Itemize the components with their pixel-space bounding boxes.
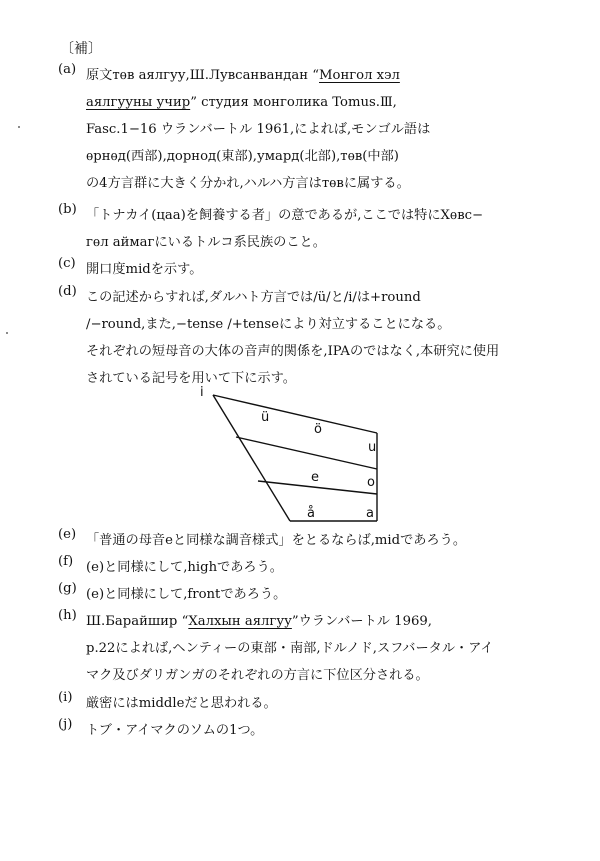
note-text: 開口度midを示す。	[86, 262, 203, 277]
vowel-label-i: i	[200, 385, 204, 400]
note-text: Ш.Барайшир “	[86, 614, 189, 629]
note-j	[58, 717, 593, 744]
note-e	[58, 527, 593, 554]
note-marker: (e)	[58, 527, 77, 542]
note-text: ”ウランバートル 1969,	[291, 614, 432, 629]
underlined-title: аялгууны учир	[86, 95, 191, 110]
vowel-label-a-ring: å	[307, 506, 315, 521]
vowel-label-o-umlaut: ö	[314, 422, 322, 437]
note-text: 「トナカイ(цаа)を飼養する者」の意であるが,ここでは特にХѳвс−	[86, 208, 484, 223]
note-h	[58, 608, 593, 689]
diagram-top-line	[213, 395, 377, 433]
note-marker: (i)	[58, 690, 73, 705]
note-text: の4方言群に大きく分かれ,ハルハ方言はтѳвに属する。	[86, 176, 410, 191]
underlined-title: Монгол хэл	[319, 68, 400, 83]
vowel-label-u-umlaut: ü	[261, 410, 270, 425]
note-marker: (g)	[58, 581, 77, 596]
note-marker: (c)	[58, 256, 76, 271]
underlined-title: Халхын аялгуу	[188, 614, 292, 629]
note-marker: (d)	[58, 284, 77, 299]
note-a	[58, 62, 593, 197]
note-marker: (b)	[58, 202, 77, 217]
note-text: トブ・アイマクのソムの1つ。	[86, 723, 264, 738]
note-text: ” студия монголика Tomus.Ⅲ,	[190, 95, 397, 110]
note-text: マク及びダリガンガのそれぞれの方言に下位区分される。	[86, 668, 429, 683]
note-marker: (j)	[58, 717, 73, 732]
note-d	[58, 284, 593, 392]
note-f	[58, 554, 593, 581]
note-text: гѳл аймагにいるトルコ系民族のこと。	[86, 235, 326, 250]
note-text: Fasc.1−16 ウランバートル 1961,によれば,モンゴル語は	[86, 122, 431, 137]
diagram-divider-high	[236, 437, 377, 469]
note-text: されている記号を用いて下に示す。	[86, 371, 296, 386]
note-text: 原文тѳв аялгуу,Ш.Лувсанвандан “	[86, 68, 319, 83]
vowel-label-o: o	[367, 475, 375, 490]
scan-speck	[18, 126, 20, 128]
note-i	[58, 690, 593, 717]
section-header: 〔補〕	[60, 41, 102, 57]
scan-speck	[6, 332, 8, 334]
note-marker: (a)	[58, 62, 77, 77]
vowel-label-u: u	[368, 440, 377, 455]
note-text: (e)と同様にして,highであろう。	[86, 560, 283, 575]
note-text: /−round,また,−tense /+tenseにより対立することになる。	[86, 317, 451, 332]
note-text: この記述からすれば,ダルハト方言では/ü/と/i/は+round	[86, 290, 421, 305]
note-marker: (h)	[58, 608, 77, 623]
vowel-label-e: e	[311, 470, 319, 485]
note-text: 「普通の母音eと同様な調音様式」をとるならば,midであろう。	[86, 533, 467, 548]
note-text: 厳密にはmiddleだと思われる。	[86, 696, 277, 711]
note-g	[58, 581, 593, 608]
diagram-left-line	[213, 395, 290, 521]
note-text: ѳрнѳд(西部),дорнод(東部),умард(北部),тѳв(中部)	[86, 149, 399, 164]
note-b	[58, 202, 593, 256]
vowel-chart-diagram	[195, 383, 395, 525]
vowel-label-a: a	[366, 506, 374, 521]
note-text: p.22によれば,ヘンティーの東部・南部,ドルノド,スフバータル・アイ	[86, 641, 494, 656]
note-text: (e)と同様にして,frontであろう。	[86, 587, 287, 602]
note-text: それぞれの短母音の大体の音声的関係を,IPAのではなく,本研究に使用	[86, 344, 500, 359]
note-c	[58, 256, 593, 283]
note-marker: (f)	[58, 554, 74, 569]
